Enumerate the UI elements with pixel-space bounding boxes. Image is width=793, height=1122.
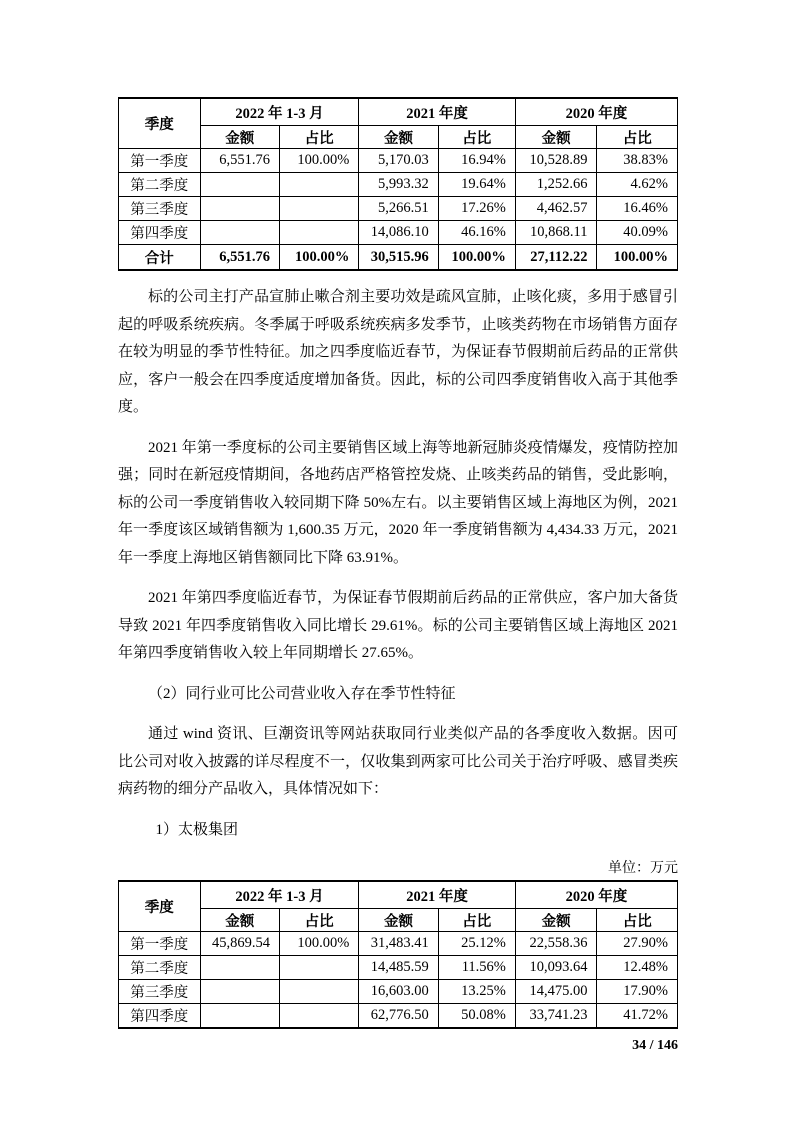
table-cell [200, 197, 279, 221]
row-label: 第一季度 [119, 149, 201, 173]
header-ratio: 占比 [279, 126, 358, 149]
header-amount: 金额 [359, 909, 438, 932]
paragraph-data-sources: 通过 wind 资讯、巨潮资讯等网站获取同行业类似产品的各季度收入数据。因可比公司对收入披露的详尽程度不一，仅收集到两家可比公司关于治疗呼吸、感冒类疾病药物的细分产品收入，具体情况如下： [118, 726, 678, 797]
paragraph-2021-q1-covid: 2021 年第一季度标的公司主要销售区域上海等地新冠肺炎疫情爆发，疫情防控加强；同时在新冠疫情期间，各地药店严格管控发烧、止咳类药品的销售，受此影响，标的公司一季度销售收入较同期下降 50%左右。以主要销售区域上海地区为例，2021 年一季度该区域销售额为 1,600.35 万元，2020 年一季度销售额为 4,434.33 万元，2021 年一季度上海地区销售额同比下降 63.91%。 [118, 439, 678, 566]
table-cell: 4.62% [597, 173, 678, 197]
target-company-quarterly-table [118, 97, 678, 271]
table-row-q3 [119, 980, 678, 1004]
table-cell: 10,868.11 [515, 221, 597, 245]
table-cell: 100.00% [438, 245, 515, 271]
table-cell: 40.09% [597, 221, 678, 245]
table-cell [200, 221, 279, 245]
table-cell: 27,112.22 [515, 245, 597, 271]
table-cell: 10,093.64 [515, 956, 597, 980]
table-cell: 31,483.41 [359, 932, 438, 956]
table-subheader-row [119, 126, 678, 149]
section-heading-comparable-companies: （2）同行业可比公司营业收入存在季节性特征 [148, 685, 456, 702]
table-cell: 12.48% [597, 956, 678, 980]
table-cell: 16.94% [438, 149, 515, 173]
table-cell [279, 1004, 358, 1029]
table-cell [279, 197, 358, 221]
table-cell: 27.90% [597, 932, 678, 956]
table-cell: 17.90% [597, 980, 678, 1004]
table-cell: 14,485.59 [359, 956, 438, 980]
header-ratio: 占比 [597, 909, 678, 932]
table-cell: 33,741.23 [515, 1004, 597, 1029]
unit-label: 单位：万元 [608, 861, 678, 876]
table-cell: 38.83% [597, 149, 678, 173]
table-cell [200, 173, 279, 197]
table-cell: 14,475.00 [515, 980, 597, 1004]
table-cell: 19.64% [438, 173, 515, 197]
paragraph-2021-q4-growth: 2021 年第四季度临近春节，为保证春节假期前后药品的正常供应，客户加大备货导致 2021 年四季度销售收入同比增长 29.61%。标的公司主要销售区域上海地区 2021 年第四季度销售收入较上年同期增长 27.65%。 [118, 590, 678, 661]
table-header-row [119, 881, 678, 909]
table-cell: 6,551.76 [200, 245, 279, 271]
row-label: 第二季度 [119, 956, 201, 980]
table-cell: 50.08% [438, 1004, 515, 1029]
row-label-total: 合计 [119, 245, 201, 271]
table-cell: 46.16% [438, 221, 515, 245]
header-ratio: 占比 [597, 126, 678, 149]
table-cell: 5,993.32 [359, 173, 438, 197]
table-cell: 100.00% [279, 149, 358, 173]
header-period-2021: 2021 年度 [359, 98, 516, 126]
table-subheader-row [119, 909, 678, 932]
row-label: 第三季度 [119, 197, 201, 221]
page-content [118, 0, 678, 1054]
table-cell: 6,551.76 [200, 149, 279, 173]
table-cell: 62,776.50 [359, 1004, 438, 1029]
row-label: 第四季度 [119, 221, 201, 245]
header-period-2022: 2022 年 1-3 月 [200, 98, 359, 126]
table-cell: 30,515.96 [359, 245, 438, 271]
header-amount: 金额 [200, 126, 279, 149]
table-cell: 11.56% [438, 956, 515, 980]
table-cell [279, 173, 358, 197]
header-quarter: 季度 [119, 98, 201, 149]
table-row-q4 [119, 221, 678, 245]
table-cell: 41.72% [597, 1004, 678, 1029]
table-row-q2 [119, 956, 678, 980]
header-period-2022: 2022 年 1-3 月 [200, 881, 359, 909]
table-cell: 5,170.03 [359, 149, 438, 173]
table-cell: 100.00% [279, 245, 358, 271]
header-period-2020: 2020 年度 [515, 98, 677, 126]
header-ratio: 占比 [438, 126, 515, 149]
header-amount: 金额 [515, 909, 597, 932]
table-header-row [119, 98, 678, 126]
table-cell: 17.26% [438, 197, 515, 221]
paragraph-seasonality: 标的公司主打产品宣肺止嗽合剂主要功效是疏风宣肺，止咳化痰，多用于感冒引起的呼吸系统疾病。冬季属于呼吸系统疾病多发季节，止咳类药物在市场销售方面存在较为明显的季节性特征。加之四季度临近春节，为保证春节假期前后药品的正常供应，客户一般会在四季度适度增加备货。因此，标的公司四季度销售收入高于其他季度。 [118, 289, 678, 415]
table-row-q1 [119, 932, 678, 956]
table-row-q3 [119, 197, 678, 221]
header-amount: 金额 [359, 126, 438, 149]
table-cell [200, 956, 279, 980]
list-item-taiji-group: 1）太极集团 [155, 821, 239, 838]
table-cell: 100.00% [597, 245, 678, 271]
table-cell: 25.12% [438, 932, 515, 956]
table-cell: 1,252.66 [515, 173, 597, 197]
table-cell: 14,086.10 [359, 221, 438, 245]
taiji-group-quarterly-table [118, 880, 678, 1029]
row-label: 第二季度 [119, 173, 201, 197]
header-amount: 金额 [515, 126, 597, 149]
header-period-2020: 2020 年度 [515, 881, 677, 909]
header-ratio: 占比 [438, 909, 515, 932]
table-row-q2 [119, 173, 678, 197]
table-cell [279, 956, 358, 980]
page-number: 34 / 146 [632, 1038, 678, 1053]
table-cell: 4,462.57 [515, 197, 597, 221]
header-quarter: 季度 [119, 881, 201, 932]
table-row-q4 [119, 1004, 678, 1029]
table-cell [200, 980, 279, 1004]
table-cell: 16.46% [597, 197, 678, 221]
table-cell: 10,528.89 [515, 149, 597, 173]
header-period-2021: 2021 年度 [359, 881, 516, 909]
table-cell: 100.00% [279, 932, 358, 956]
table-cell: 16,603.00 [359, 980, 438, 1004]
table-cell [200, 1004, 279, 1029]
table-cell: 45,869.54 [200, 932, 279, 956]
header-ratio: 占比 [279, 909, 358, 932]
row-label: 第一季度 [119, 932, 201, 956]
table-total-row [119, 245, 678, 271]
table-cell: 13.25% [438, 980, 515, 1004]
table-cell [279, 221, 358, 245]
table-cell [279, 980, 358, 1004]
row-label: 第四季度 [119, 1004, 201, 1029]
table-cell: 5,266.51 [359, 197, 438, 221]
header-amount: 金额 [200, 909, 279, 932]
table-row-q1 [119, 149, 678, 173]
table-cell: 22,558.36 [515, 932, 597, 956]
row-label: 第三季度 [119, 980, 201, 1004]
